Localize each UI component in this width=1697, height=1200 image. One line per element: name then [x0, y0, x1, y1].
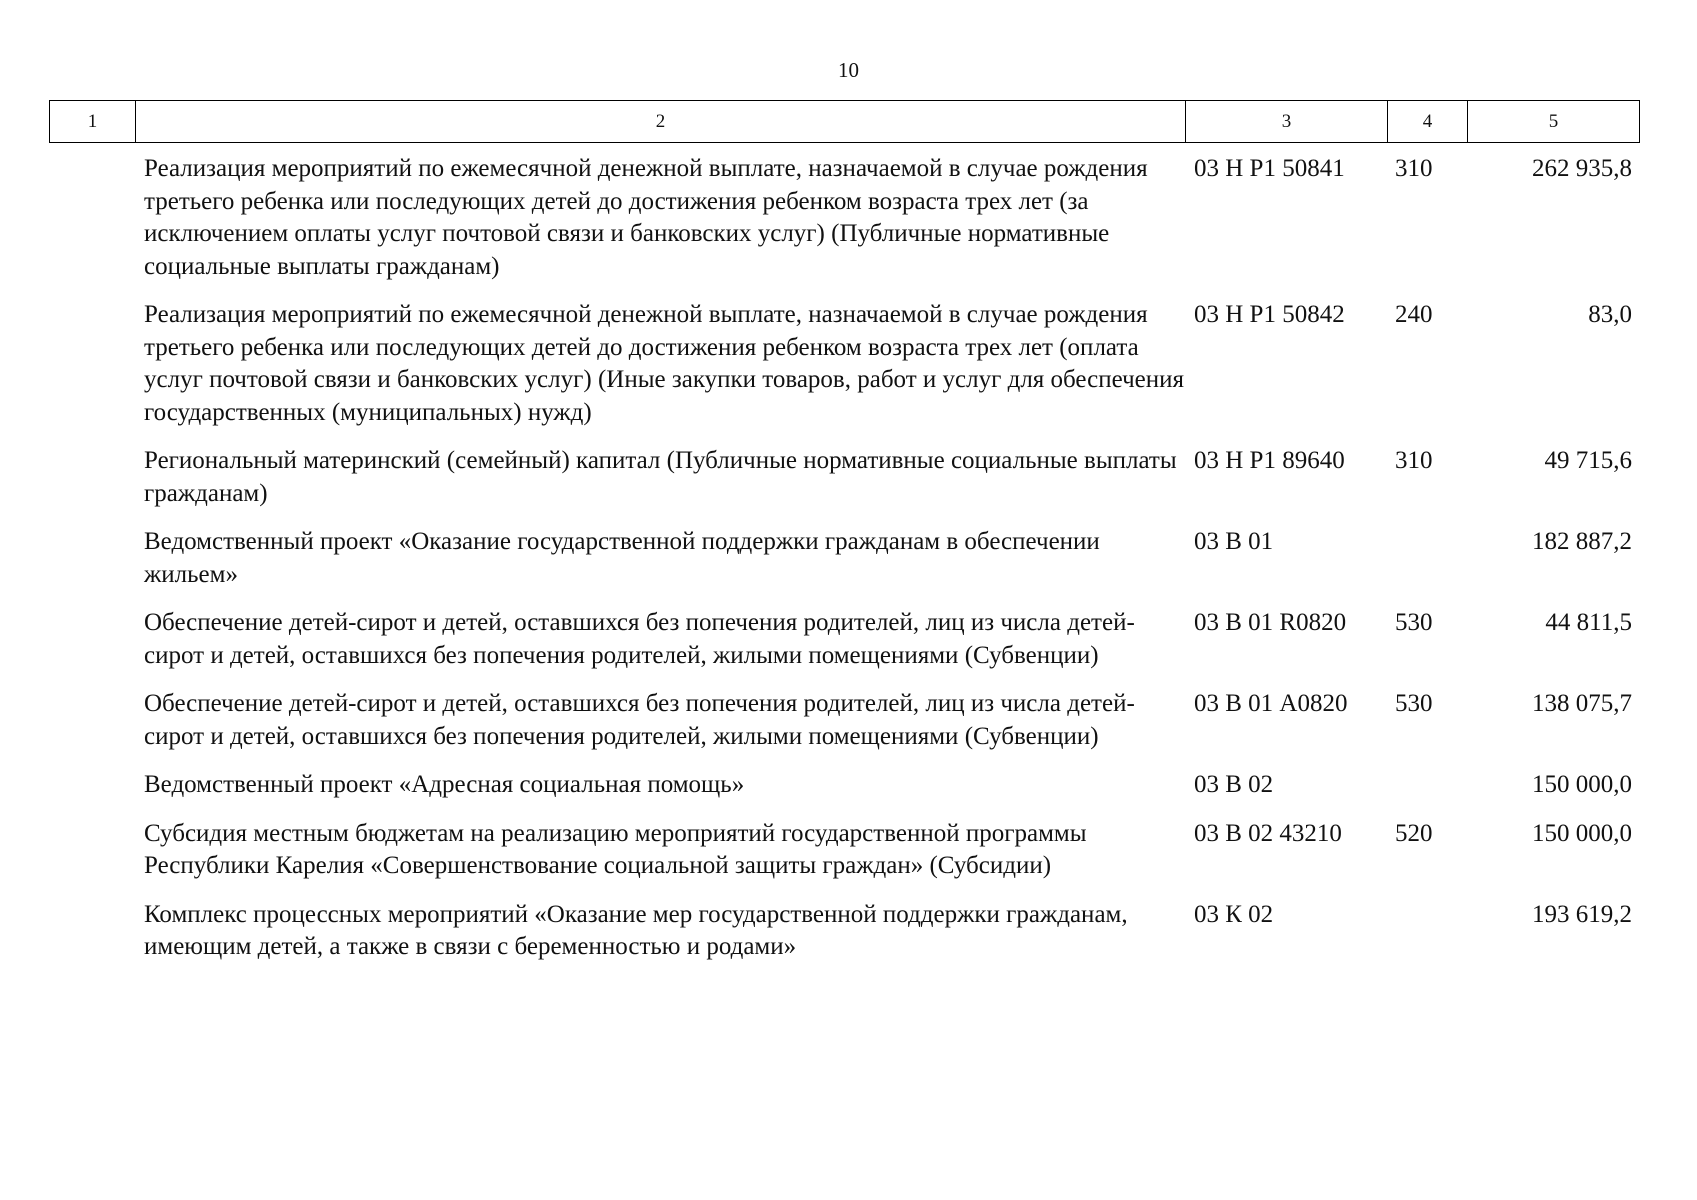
- row-amount: 182 887,2: [1532, 528, 1632, 555]
- table-row: [49, 445, 1640, 510]
- row-col1-cell: [49, 153, 135, 283]
- column-header-1: 1: [50, 101, 136, 142]
- row-amount: 44 811,5: [1545, 609, 1632, 636]
- row-type: [1387, 769, 1467, 802]
- row-code: 03 В 02 43210: [1194, 819, 1342, 847]
- table-row: [49, 153, 1640, 283]
- row-description: Ведомственный проект «Оказание государственной поддержки гражданам в обеспечении жильем»: [144, 528, 1100, 588]
- row-type: [1387, 899, 1467, 964]
- table-body: [49, 153, 1640, 980]
- row-description: Субсидия местным бюджетам на реализацию мероприятий государственной программы Республики Карелия «Совершенствование социальной защиты граждан» (Субсидии): [144, 819, 1087, 879]
- row-code: 03 В 01 А0820: [1194, 690, 1348, 717]
- row-type: [1387, 526, 1467, 591]
- row-amount: 138 075,7: [1532, 690, 1632, 717]
- table-row: [49, 607, 1640, 672]
- table-row: [49, 299, 1640, 429]
- row-description: Обеспечение детей-сирот и детей, оставшихся без попечения родителей, лиц из числа детей-сирот и детей, оставшихся без попечения родителей, жилыми помещениями (Субвенции): [144, 690, 1135, 750]
- row-col1-cell: [49, 688, 135, 753]
- row-amount: 49 715,6: [1544, 447, 1632, 474]
- row-type: 520: [1395, 819, 1433, 847]
- row-code: 03 Н Р1 89640: [1194, 447, 1345, 474]
- table-row: [49, 899, 1640, 964]
- row-col1-cell: [49, 899, 135, 964]
- row-description: Обеспечение детей-сирот и детей, оставшихся без попечения родителей, лиц из числа детей-сирот и детей, оставшихся без попечения родителей, жилыми помещениями (Субвенции): [144, 609, 1135, 669]
- table-row: [49, 688, 1640, 753]
- column-header-2: 2: [136, 101, 1186, 142]
- row-description: Реализация мероприятий по ежемесячной денежной выплате, назначаемой в случае рождения третьего ребенка или последующих детей до достижения ребенком возраста трех лет (за исключением оплаты услуг почтовой связи и банковских услуг) (Публичные нормативные социальные выплаты гражданам): [144, 155, 1148, 280]
- row-type: 310: [1395, 447, 1433, 474]
- row-description: Реализация мероприятий по ежемесячной денежной выплате, назначаемой в случае рождения третьего ребенка или последующих детей до достижения ребенком возраста трех лет (оплата услуг почтовой связи и банковских услуг) (Иные закупки товаров, работ и услуг для обеспечения государственных (муниципальных) нужд): [144, 301, 1185, 426]
- table-row: [49, 769, 1640, 802]
- row-col1-cell: [49, 607, 135, 672]
- column-header-4: 4: [1388, 101, 1468, 142]
- row-amount: 262 935,8: [1532, 155, 1632, 182]
- row-code: 03 В 01 R0820: [1194, 609, 1347, 636]
- row-col1-cell: [49, 769, 135, 802]
- row-type: 310: [1395, 155, 1433, 182]
- row-amount: 193 619,2: [1532, 900, 1632, 928]
- row-type: 530: [1395, 609, 1433, 636]
- row-code: 03 Н Р1 50841: [1194, 155, 1345, 182]
- row-code: 03 В 02: [1194, 771, 1274, 798]
- table-header-row: [49, 100, 1640, 143]
- table-row: [49, 818, 1640, 883]
- row-amount: 83,0: [1588, 301, 1632, 328]
- row-col1-cell: [49, 818, 135, 883]
- row-type: 530: [1395, 690, 1433, 717]
- row-col1-cell: [49, 299, 135, 429]
- row-code: 03 К 02: [1194, 900, 1274, 928]
- row-amount: 150 000,0: [1532, 819, 1632, 847]
- row-type: 240: [1395, 301, 1433, 328]
- row-col1-cell: [49, 445, 135, 510]
- row-description: Ведомственный проект «Адресная социальная помощь»: [144, 771, 745, 798]
- row-description: Комплекс процессных мероприятий «Оказание мер государственной поддержки гражданам, имеющим детей, а также в связи с беременностью и родами»: [144, 900, 1128, 960]
- column-header-5: 5: [1548, 110, 1559, 132]
- table-row: [49, 526, 1640, 591]
- row-col1-cell: [49, 526, 135, 591]
- row-code: 03 Н Р1 50842: [1194, 301, 1345, 328]
- column-header-3: 3: [1186, 101, 1388, 142]
- row-description: Региональный материнский (семейный) капитал (Публичные нормативные социальные выплаты гражданам): [144, 447, 1177, 507]
- row-code: 03 В 01: [1194, 528, 1274, 555]
- row-amount: 150 000,0: [1532, 771, 1632, 798]
- page-number: 10: [838, 58, 859, 82]
